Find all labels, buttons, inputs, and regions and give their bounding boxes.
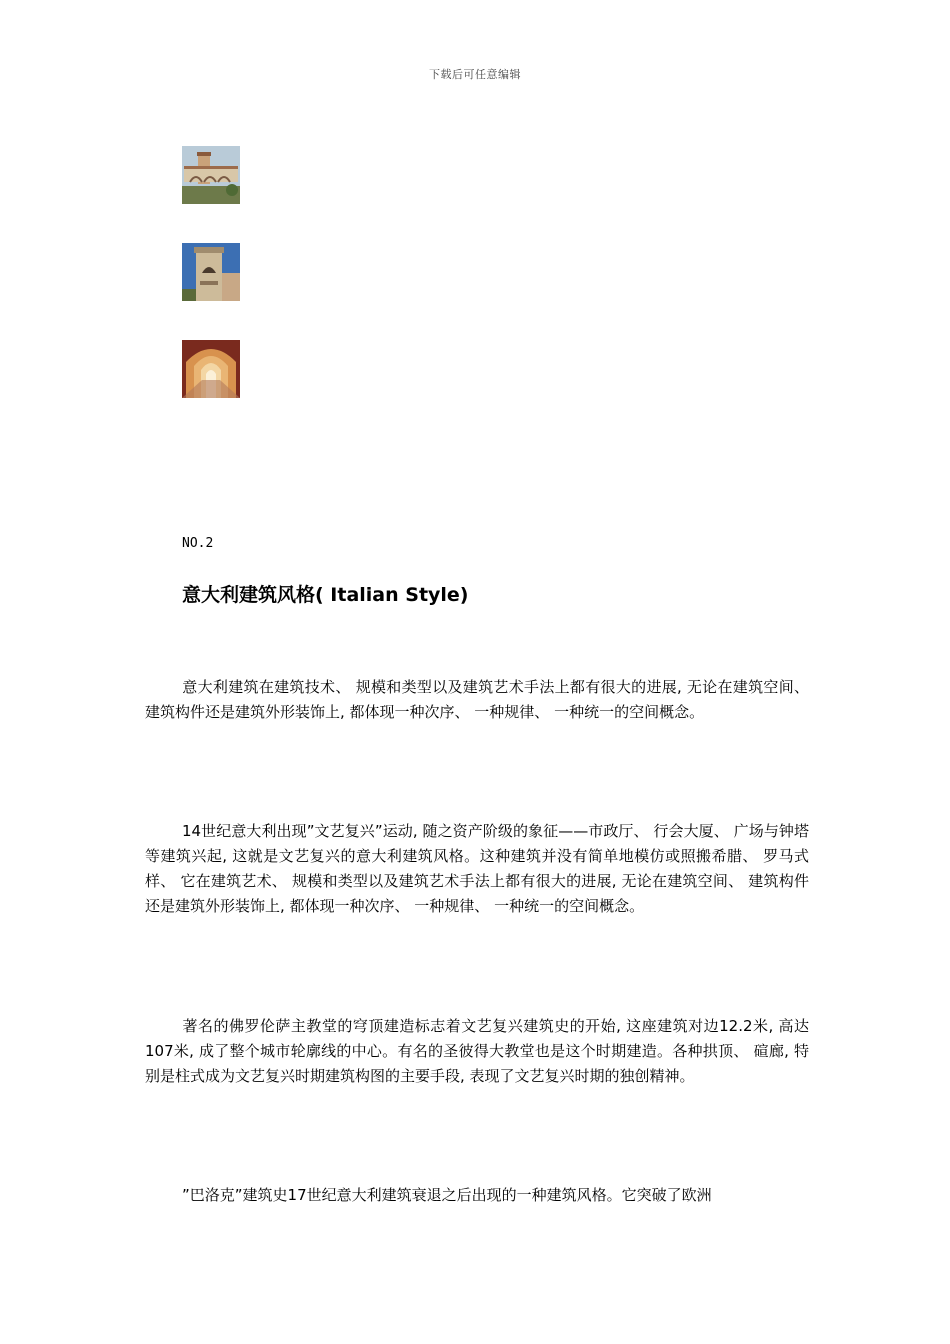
paragraph-4 <box>145 1183 809 1208</box>
header-note: 下载后可任意编辑 <box>429 68 521 81</box>
paragraph-3 <box>145 1014 809 1089</box>
villa-arcade-photo <box>182 146 240 204</box>
bell-tower-photo <box>182 243 240 301</box>
paragraph-2 <box>145 819 809 919</box>
paragraph-3-text: 著名的佛罗伦萨主教堂的穹顶建造标志着文艺复兴建筑史的开始, 这座建筑对边12.2米, 高达107米, 成了整个城市轮廓线的中心。有名的圣彼得大教堂也是这个时期建造。各种拱顶、 碹廊, 特别是柱式成为文艺复兴时期建筑构图的主要手段, 表现了文艺复兴时期的独创精神。 <box>145 1017 809 1085</box>
corridor-arches-photo <box>182 340 240 398</box>
paragraph-2-text: 14世纪意大利出现”文艺复兴”运动, 随之资产阶级的象征——市政厅、 行会大厦、 广场与钟塔等建筑兴起, 这就是文艺复兴的意大利建筑风格。这种建筑并没有简单地模仿或照搬希腊、 罗马式样、 它在建筑艺术、 规模和类型以及建筑艺术手法上都有很大的进展, 无论在建筑空间、 建筑构件还是建筑外形装饰上, 都体现一种次序、 一种规律、 一种统一的空间概念。 <box>145 822 809 915</box>
paragraph-1 <box>145 675 809 725</box>
paragraph-4-text: ”巴洛克”建筑史17世纪意大利建筑衰退之后出现的一种建筑风格。它突破了欧洲 <box>182 1186 712 1204</box>
paragraph-1-text: 意大利建筑在建筑技术、 规模和类型以及建筑艺术手法上都有很大的进展, 无论在建筑空间、 建筑构件还是建筑外形装饰上, 都体现一种次序、 一种规律、 一种统一的空间概念。 <box>145 678 809 721</box>
section-number: NO.2 <box>182 536 214 551</box>
section-title: 意大利建筑风格( Italian Style) <box>182 584 469 606</box>
